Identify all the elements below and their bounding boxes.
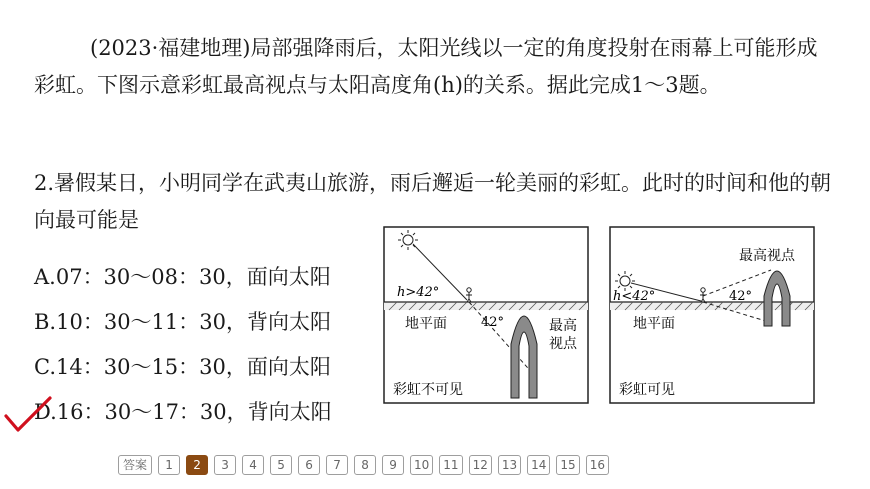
- answer-navigation: [118, 455, 609, 475]
- question-number-5[interactable]: 5: [270, 455, 292, 475]
- question-number-8[interactable]: 8: [354, 455, 376, 475]
- option-c[interactable]: C.14：30～15：30，面向太阳: [34, 355, 331, 379]
- intro-text: (2023·福建地理)局部强降雨后，太阳光线以一定的角度投射在雨幕上可能形成彩虹。下图示意彩虹最高视点与太阳高度角(h)的关系。据此完成1～3题。: [34, 36, 818, 97]
- question-number-2[interactable]: 2: [186, 455, 208, 475]
- question-number-16[interactable]: 16: [586, 455, 609, 475]
- question-number-7[interactable]: 7: [326, 455, 348, 475]
- figure-rainbow-invisible: [383, 226, 589, 404]
- question-number-13[interactable]: 13: [498, 455, 521, 475]
- sun-angle-label: h<42°: [613, 289, 656, 304]
- option-b[interactable]: B.10：30～11：30，背向太阳: [34, 310, 331, 334]
- question-number-10[interactable]: 10: [410, 455, 433, 475]
- ground-label: 地平面: [633, 316, 675, 332]
- figure-caption: 彩虹不可见: [393, 382, 463, 398]
- question-stem-text: 2.暑假某日，小明同学在武夷山旅游，雨后邂逅一轮美丽的彩虹。此时的时间和他的朝向最可能是: [34, 171, 832, 232]
- top-point-label-1: 最高: [549, 318, 577, 334]
- question-number-3[interactable]: 3: [214, 455, 236, 475]
- question-number-15[interactable]: 15: [556, 455, 579, 475]
- option-a[interactable]: A.07：30～08：30，面向太阳: [34, 265, 331, 289]
- options-list: [34, 255, 332, 435]
- checkmark-icon: [2, 392, 54, 436]
- question-number-12[interactable]: 12: [469, 455, 492, 475]
- option-d[interactable]: D.16：30～17：30，背向太阳: [34, 400, 332, 424]
- intro-passage: [34, 30, 834, 104]
- top-point-label-2: 视点: [549, 336, 577, 352]
- question-number-9[interactable]: 9: [382, 455, 404, 475]
- question-number-6[interactable]: 6: [298, 455, 320, 475]
- answer-button[interactable]: 答案: [118, 455, 152, 475]
- figure-caption: 彩虹可见: [619, 382, 675, 398]
- question-number-11[interactable]: 11: [439, 455, 462, 475]
- question-number-14[interactable]: 14: [527, 455, 550, 475]
- ground-label: 地平面: [405, 316, 447, 332]
- sun-icon: [615, 271, 635, 291]
- angle-label: 42°: [729, 289, 753, 304]
- sun-angle-label: h>42°: [397, 285, 440, 300]
- sun-icon: [398, 230, 418, 250]
- question-number-4[interactable]: 4: [242, 455, 264, 475]
- top-point-label: 最高视点: [739, 248, 795, 264]
- question-number-1[interactable]: 1: [158, 455, 180, 475]
- angle-label: 42°: [481, 315, 505, 330]
- figure-rainbow-visible: [609, 226, 815, 404]
